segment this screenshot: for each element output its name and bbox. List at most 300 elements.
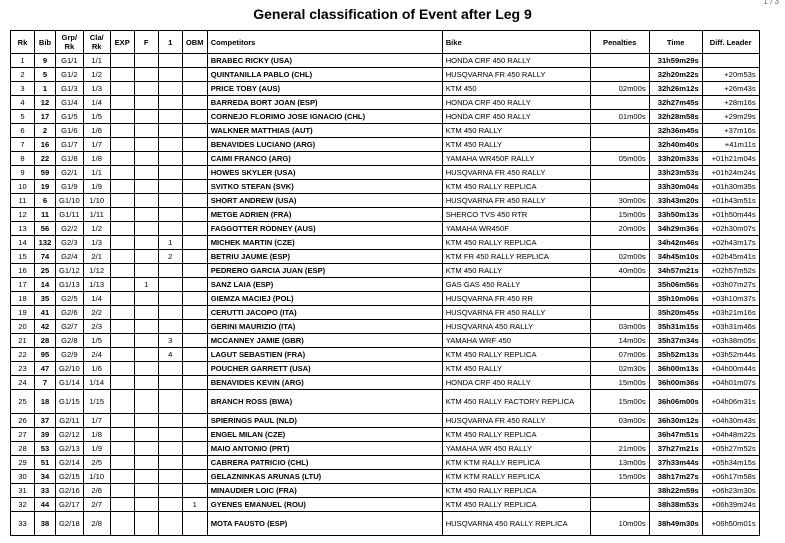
cell-exp [110,54,134,68]
cell-time: 35h10m06s [649,292,702,306]
cell-penalties [590,428,649,442]
cell-obm [182,306,207,320]
table-row [11,470,760,484]
cell-rank: 7 [11,138,35,152]
cell-rank: 14 [11,236,35,250]
cell-diff-leader: +06h17m58s [702,470,759,484]
cell-one [158,96,182,110]
cell-rank: 23 [11,362,35,376]
cell-f [134,152,158,166]
cell-f [134,250,158,264]
table-row [11,278,760,292]
cell-bike: KTM 450 RALLY REPLICA [442,348,590,362]
table-row [11,208,760,222]
cell-group-rank: G1/7 [56,138,84,152]
table-row [11,498,760,512]
cell-group-rank: G2/10 [56,362,84,376]
cell-obm [182,264,207,278]
cell-bib: 44 [35,498,56,512]
cell-exp [110,456,134,470]
cell-class-rank: 1/5 [83,334,110,348]
cell-competitor: MOTA FAUSTO (ESP) [207,512,442,536]
cell-competitor: HOWES SKYLER (USA) [207,166,442,180]
cell-class-rank: 1/9 [83,442,110,456]
cell-bib: 17 [35,110,56,124]
table-row [11,306,760,320]
cell-group-rank: G1/13 [56,278,84,292]
cell-f [134,292,158,306]
cell-group-rank: G1/6 [56,124,84,138]
table-row [11,348,760,362]
cell-f [134,362,158,376]
cell-time: 36h00m13s [649,362,702,376]
cell-group-rank: G1/5 [56,110,84,124]
table-row [11,414,760,428]
cell-rank: 15 [11,250,35,264]
cell-diff-leader: +41m11s [702,138,759,152]
cell-obm [182,208,207,222]
cell-time: 31h59m29s [649,54,702,68]
cell-group-rank: G2/7 [56,320,84,334]
cell-one [158,54,182,68]
cell-diff-leader: +03h10m37s [702,292,759,306]
cell-competitor: METGE ADRIEN (FRA) [207,208,442,222]
cell-bike: KTM 450 RALLY [442,138,590,152]
cell-group-rank: G1/8 [56,152,84,166]
cell-diff-leader: +29m29s [702,110,759,124]
cell-bike: KTM 450 RALLY [442,264,590,278]
cell-exp [110,278,134,292]
classification-body [11,54,760,536]
cell-time: 32h27m45s [649,96,702,110]
cell-exp [110,96,134,110]
cell-exp [110,208,134,222]
cell-rank: 33 [11,512,35,536]
cell-f [134,456,158,470]
cell-obm [182,456,207,470]
cell-exp [110,334,134,348]
cell-exp [110,428,134,442]
cell-bike: HONDA CRF 450 RALLY [442,376,590,390]
cell-diff-leader: +04h00m44s [702,362,759,376]
cell-bib: 37 [35,414,56,428]
cell-diff-leader: +01h24m24s [702,166,759,180]
cell-competitor: GYENES EMANUEL (ROU) [207,498,442,512]
cell-time: 34h29m36s [649,222,702,236]
table-row [11,138,760,152]
cell-bike: KTM 450 [442,82,590,96]
cell-bib: 9 [35,54,56,68]
cell-exp [110,442,134,456]
cell-one [158,208,182,222]
cell-competitor: BETRIU JAUME (ESP) [207,250,442,264]
page-title: General classification of Event after Leg 9 [253,6,532,22]
cell-group-rank: G2/13 [56,442,84,456]
cell-rank: 24 [11,376,35,390]
cell-bike: KTM KTM RALLY REPLICA [442,470,590,484]
cell-bib: 18 [35,390,56,414]
cell-obm [182,54,207,68]
cell-diff-leader: +01h21m04s [702,152,759,166]
cell-rank: 13 [11,222,35,236]
cell-f [134,390,158,414]
cell-exp [110,180,134,194]
cell-penalties [590,96,649,110]
cell-class-rank: 2/6 [83,484,110,498]
cell-bike: HUSQVARNA FR 450 RALLY [442,68,590,82]
cell-bib: 56 [35,222,56,236]
cell-penalties: 15m00s [590,390,649,414]
cell-obm [182,320,207,334]
cell-obm [182,68,207,82]
cell-exp [110,68,134,82]
cell-competitor: CERUTTI JACOPO (ITA) [207,306,442,320]
cell-penalties: 01m00s [590,110,649,124]
cell-time: 37h27m21s [649,442,702,456]
cell-class-rank: 1/7 [83,414,110,428]
cell-bike: HONDA CRF 450 RALLY [442,96,590,110]
cell-group-rank: G2/6 [56,306,84,320]
cell-diff-leader: +03h31m46s [702,320,759,334]
cell-penalties: 02m00s [590,82,649,96]
table-row [11,390,760,414]
table-row [11,264,760,278]
header-1: 1 [158,31,182,54]
cell-one [158,138,182,152]
cell-diff-leader: +06h23m30s [702,484,759,498]
cell-competitor: PEDRERO GARCIA JUAN (ESP) [207,264,442,278]
cell-group-rank: G1/15 [56,390,84,414]
cell-exp [110,236,134,250]
header-exp: EXP [110,31,134,54]
cell-bike: KTM 450 RALLY REPLICA [442,498,590,512]
cell-competitor: CAIMI FRANCO (ARG) [207,152,442,166]
cell-diff-leader: +06h39m24s [702,498,759,512]
cell-competitor: MICHEK MARTIN (CZE) [207,236,442,250]
cell-one [158,428,182,442]
cell-penalties: 13m00s [590,456,649,470]
cell-time: 33h50m13s [649,208,702,222]
cell-penalties: 21m00s [590,442,649,456]
cell-group-rank: G1/12 [56,264,84,278]
cell-one [158,320,182,334]
cell-competitor: BRABEC RICKY (USA) [207,54,442,68]
cell-exp [110,320,134,334]
cell-bib: 2 [35,124,56,138]
cell-time: 32h26m12s [649,82,702,96]
cell-obm [182,348,207,362]
cell-f [134,110,158,124]
cell-one: 2 [158,250,182,264]
cell-bike: KTM 450 RALLY [442,362,590,376]
cell-exp [110,292,134,306]
cell-bib: 11 [35,208,56,222]
cell-f [134,334,158,348]
cell-bib: 74 [35,250,56,264]
cell-bike: HUSQVARNA 450 RALLY REPLICA [442,512,590,536]
header-competitors: Competitors [207,31,442,54]
cell-class-rank: 1/11 [83,208,110,222]
cell-group-rank: G1/4 [56,96,84,110]
table-row [11,512,760,536]
cell-bib: 25 [35,264,56,278]
cell-bike: HUSQVARNA 450 RALLY [442,320,590,334]
cell-bib: 34 [35,470,56,484]
cell-class-rank: 2/4 [83,348,110,362]
cell-bike: SHERCO TVS 450 RTR [442,208,590,222]
cell-group-rank: G1/10 [56,194,84,208]
cell-rank: 4 [11,96,35,110]
cell-time: 32h28m58s [649,110,702,124]
header-bib: Bib [35,31,56,54]
cell-class-rank: 1/2 [83,222,110,236]
header-penalties: Penalties [590,31,649,54]
cell-obm [182,278,207,292]
cell-bike: HUSQVARNA FR 450 RALLY [442,194,590,208]
cell-class-rank: 1/7 [83,138,110,152]
cell-diff-leader: +01h43m51s [702,194,759,208]
cell-competitor: POUCHER GARRETT (USA) [207,362,442,376]
cell-one [158,442,182,456]
cell-bib: 42 [35,320,56,334]
cell-bike: HONDA CRF 450 RALLY [442,110,590,124]
cell-class-rank: 1/9 [83,180,110,194]
table-row [11,68,760,82]
cell-group-rank: G1/14 [56,376,84,390]
cell-exp [110,166,134,180]
cell-rank: 27 [11,428,35,442]
cell-one [158,306,182,320]
cell-group-rank: G1/9 [56,180,84,194]
cell-penalties [590,484,649,498]
cell-f [134,222,158,236]
cell-f [134,68,158,82]
cell-obm [182,236,207,250]
cell-penalties: 15m00s [590,376,649,390]
cell-rank: 18 [11,292,35,306]
cell-class-rank: 1/1 [83,166,110,180]
cell-rank: 25 [11,390,35,414]
cell-f [134,320,158,334]
cell-group-rank: G2/12 [56,428,84,442]
table-row [11,292,760,306]
cell-class-rank: 1/1 [83,54,110,68]
cell-diff-leader: +28m16s [702,96,759,110]
cell-diff-leader: +03h38m05s [702,334,759,348]
cell-class-rank: 1/14 [83,376,110,390]
cell-class-rank: 2/1 [83,250,110,264]
cell-obm [182,362,207,376]
cell-rank: 16 [11,264,35,278]
table-row [11,152,760,166]
cell-f [134,180,158,194]
cell-exp [110,484,134,498]
cell-time: 35h37m34s [649,334,702,348]
cell-exp [110,348,134,362]
cell-rank: 22 [11,348,35,362]
cell-competitor: GIEMZA MACIEJ (POL) [207,292,442,306]
cell-bib: 7 [35,376,56,390]
cell-bike: KTM 450 RALLY REPLICA [442,236,590,250]
cell-competitor: CORNEJO FLORIMO JOSE IGNACIO (CHL) [207,110,442,124]
cell-penalties: 20m00s [590,222,649,236]
cell-f [134,124,158,138]
cell-time: 33h20m33s [649,152,702,166]
cell-class-rank: 1/8 [83,428,110,442]
cell-class-rank: 2/7 [83,498,110,512]
cell-bike: YAMAHA WR 450 RALLY [442,442,590,456]
cell-obm [182,124,207,138]
table-row [11,222,760,236]
cell-group-rank: G2/17 [56,498,84,512]
cell-f [134,82,158,96]
cell-bib: 51 [35,456,56,470]
cell-obm [182,376,207,390]
cell-rank: 21 [11,334,35,348]
header-f: F [134,31,158,54]
cell-competitor: GERINI MAURIZIO (ITA) [207,320,442,334]
cell-class-rank: 1/2 [83,68,110,82]
cell-bike: KTM KTM RALLY REPLICA [442,456,590,470]
cell-class-rank: 1/6 [83,124,110,138]
table-row [11,194,760,208]
table-row [11,250,760,264]
cell-diff-leader: +06h50m01s [702,512,759,536]
cell-diff-leader: +03h21m16s [702,306,759,320]
cell-exp [110,152,134,166]
cell-time: 38h38m53s [649,498,702,512]
cell-group-rank: G2/3 [56,236,84,250]
cell-diff-leader: +05h27m52s [702,442,759,456]
cell-f [134,512,158,536]
cell-class-rank: 1/8 [83,152,110,166]
cell-group-rank: G2/4 [56,250,84,264]
cell-exp [110,376,134,390]
cell-one [158,414,182,428]
cell-bike: HUSQVARNA FR 450 RALLY [442,306,590,320]
cell-penalties: 07m00s [590,348,649,362]
cell-penalties: 03m00s [590,414,649,428]
cell-bib: 47 [35,362,56,376]
cell-obm: 1 [182,498,207,512]
cell-bib: 6 [35,194,56,208]
cell-class-rank: 2/3 [83,320,110,334]
cell-group-rank: G1/11 [56,208,84,222]
table-row [11,362,760,376]
cell-one [158,390,182,414]
cell-exp [110,110,134,124]
cell-competitor: PRICE TOBY (AUS) [207,82,442,96]
cell-rank: 10 [11,180,35,194]
cell-bike: HONDA CRF 450 RALLY [442,54,590,68]
cell-f [134,236,158,250]
cell-one [158,512,182,536]
cell-time: 37h33m44s [649,456,702,470]
cell-one [158,376,182,390]
cell-rank: 12 [11,208,35,222]
cell-competitor: SVITKO STEFAN (SVK) [207,180,442,194]
cell-one [158,264,182,278]
cell-class-rank: 1/15 [83,390,110,414]
cell-penalties [590,292,649,306]
cell-bib: 14 [35,278,56,292]
cell-time: 34h57m21s [649,264,702,278]
cell-f [134,264,158,278]
cell-f [134,376,158,390]
cell-rank: 3 [11,82,35,96]
cell-class-rank: 1/13 [83,278,110,292]
cell-competitor: LAGUT SEBASTIEN (FRA) [207,348,442,362]
cell-bike: HUSQVARNA FR 450 RALLY [442,414,590,428]
cell-time: 38h17m27s [649,470,702,484]
cell-f [134,208,158,222]
cell-group-rank: G2/2 [56,222,84,236]
cell-penalties [590,54,649,68]
cell-rank: 30 [11,470,35,484]
cell-one: 3 [158,334,182,348]
cell-group-rank: G1/3 [56,82,84,96]
cell-one [158,124,182,138]
cell-bike: YAMAHA WR450F RALLY [442,152,590,166]
cell-bike: GAS GAS 450 RALLY [442,278,590,292]
cell-group-rank: G2/9 [56,348,84,362]
cell-competitor: SPIERINGS PAUL (NLD) [207,414,442,428]
cell-rank: 11 [11,194,35,208]
cell-one [158,180,182,194]
cell-bib: 22 [35,152,56,166]
cell-bib: 41 [35,306,56,320]
cell-f [134,498,158,512]
cell-competitor: SANZ LAIA (ESP) [207,278,442,292]
cell-time: 32h40m40s [649,138,702,152]
cell-time: 35h31m15s [649,320,702,334]
cell-bib: 35 [35,292,56,306]
header-obm: OBM [182,31,207,54]
cell-diff-leader [702,54,759,68]
cell-time: 33h23m53s [649,166,702,180]
cell-exp [110,512,134,536]
table-row [11,442,760,456]
cell-obm [182,334,207,348]
cell-rank: 6 [11,124,35,138]
cell-group-rank: G1/1 [56,54,84,68]
cell-one [158,194,182,208]
cell-diff-leader: +03h07m27s [702,278,759,292]
cell-penalties: 15m00s [590,470,649,484]
cell-obm [182,292,207,306]
cell-obm [182,442,207,456]
cell-penalties: 14m00s [590,334,649,348]
cell-exp [110,250,134,264]
cell-competitor: BENAVIDES LUCIANO (ARG) [207,138,442,152]
cell-competitor: QUINTANILLA PABLO (CHL) [207,68,442,82]
header-rk: Rk [11,31,35,54]
cell-time: 36h00m36s [649,376,702,390]
cell-diff-leader: +01h50m44s [702,208,759,222]
cell-competitor: BARREDA BORT JOAN (ESP) [207,96,442,110]
cell-obm [182,512,207,536]
cell-competitor: MAIO ANTONIO (PRT) [207,442,442,456]
table-row [11,236,760,250]
cell-obm [182,222,207,236]
cell-time: 34h45m10s [649,250,702,264]
cell-f [134,306,158,320]
cell-one [158,82,182,96]
cell-exp [110,470,134,484]
cell-f [134,96,158,110]
cell-obm [182,194,207,208]
header-cla-rk: Cla/ Rk [83,31,110,54]
